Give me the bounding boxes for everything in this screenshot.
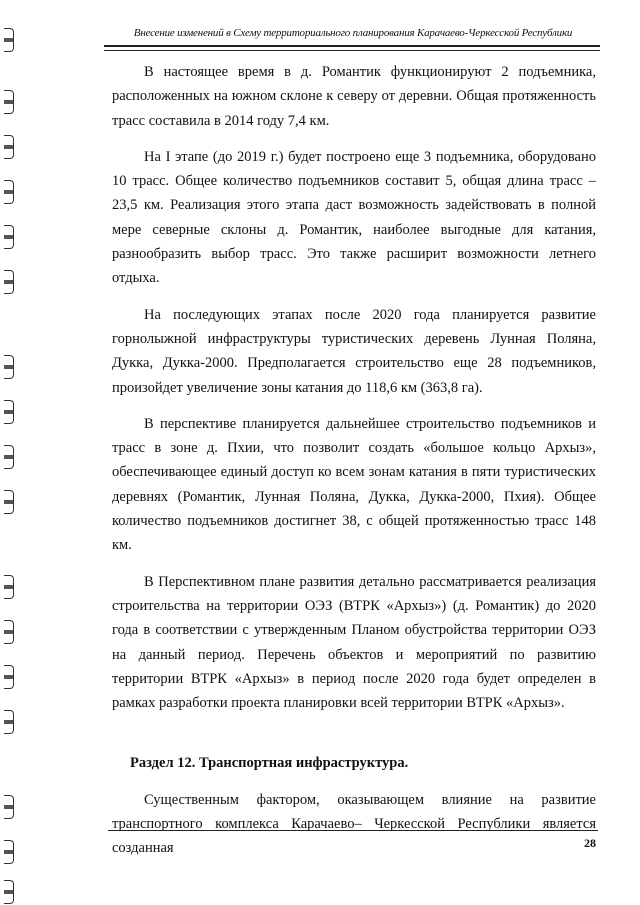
paragraph: На I этапе (до 2019 г.) будет построено еще 3 подъемника, оборудовано 10 трасс. Общее количество подъемников составит 5, общая длина трасс – 23,5 км. Реализация этого этапа даст возможность задействовать в полной мере северные склоны д. Романтик, наиболее выгодные для катания, разнообразить выбор трасс. Это также расширит возможности летнего отдыха. — [112, 148, 596, 287]
page-number: 28 — [584, 836, 596, 850]
paragraph: В перспективе планируется дальнейшее строительство подъемников и трасс в зоне д. Пхии, что позволит создать «большое кольцо Архыз», обеспечивающее единый доступ ко всем зонам катания в пяти туристических деревнях (Романтик, Лунная Поляна, Дукка, Дукка-2000, Пхия). Общее количество подъемников достигнет 38, с общей протяженностью трасс 148 км. — [112, 415, 596, 554]
header-rule-thin — [104, 50, 600, 51]
page-body — [112, 60, 596, 873]
binding-hole — [4, 880, 14, 904]
running-header: Внесение изменений в Схему территориального планирования Карачаево-Черкесской Республики — [133, 27, 573, 39]
paragraph: В настоящее время в д. Романтик функционируют 2 подъемника, расположенных на южном склоне к северу от деревни. Общая протяженность трасс составила в 2014 году 7,4 км. — [112, 64, 596, 129]
binding-hole — [4, 710, 14, 734]
binding-hole — [4, 355, 14, 379]
binding-hole — [4, 270, 14, 294]
binding-holes — [0, 0, 22, 905]
paragraph: В Перспективном плане развития детально рассматривается реализация строительства на территории ОЭЗ (ВТРК «Архыз») (д. Романтик) до 2020 года в соответствии с утвержденным Планом обустройства территории ОЭЗ на данный период. Перечень объектов и мероприятий по развитию территории ВТРК «Архыз» в период после 2020 года будет определен в рамках разработки проекта планировки всей территории ВТРК «Архыз». — [112, 573, 596, 712]
paragraph: На последующих этапах после 2020 года планируется развитие горнолыжной инфраструктуры туристических деревень Лунная Поляна, Дукка, Дукка-2000. Предполагается строительство еще 28 подъемников, произойдет увеличение зоны катания до 118,6 км (363,8 га). — [112, 306, 596, 396]
binding-hole — [4, 28, 14, 52]
paragraph: Существенным фактором, оказывающем влияние на развитие транспортного комплекса Карачаево– Черкесской Республики является созданная — [112, 791, 596, 857]
binding-hole — [4, 135, 14, 159]
binding-hole — [4, 795, 14, 819]
binding-hole — [4, 840, 14, 864]
footer-rule — [108, 830, 598, 831]
binding-hole — [4, 180, 14, 204]
binding-hole — [4, 620, 14, 644]
binding-hole — [4, 400, 14, 424]
binding-hole — [4, 445, 14, 469]
binding-hole — [4, 575, 14, 599]
section-heading: Раздел 12. Транспортная инфраструктура. — [130, 755, 409, 772]
binding-hole — [4, 665, 14, 689]
binding-hole — [4, 490, 14, 514]
binding-hole — [4, 90, 14, 114]
header-rule-thick — [104, 45, 600, 47]
binding-hole — [4, 225, 14, 249]
